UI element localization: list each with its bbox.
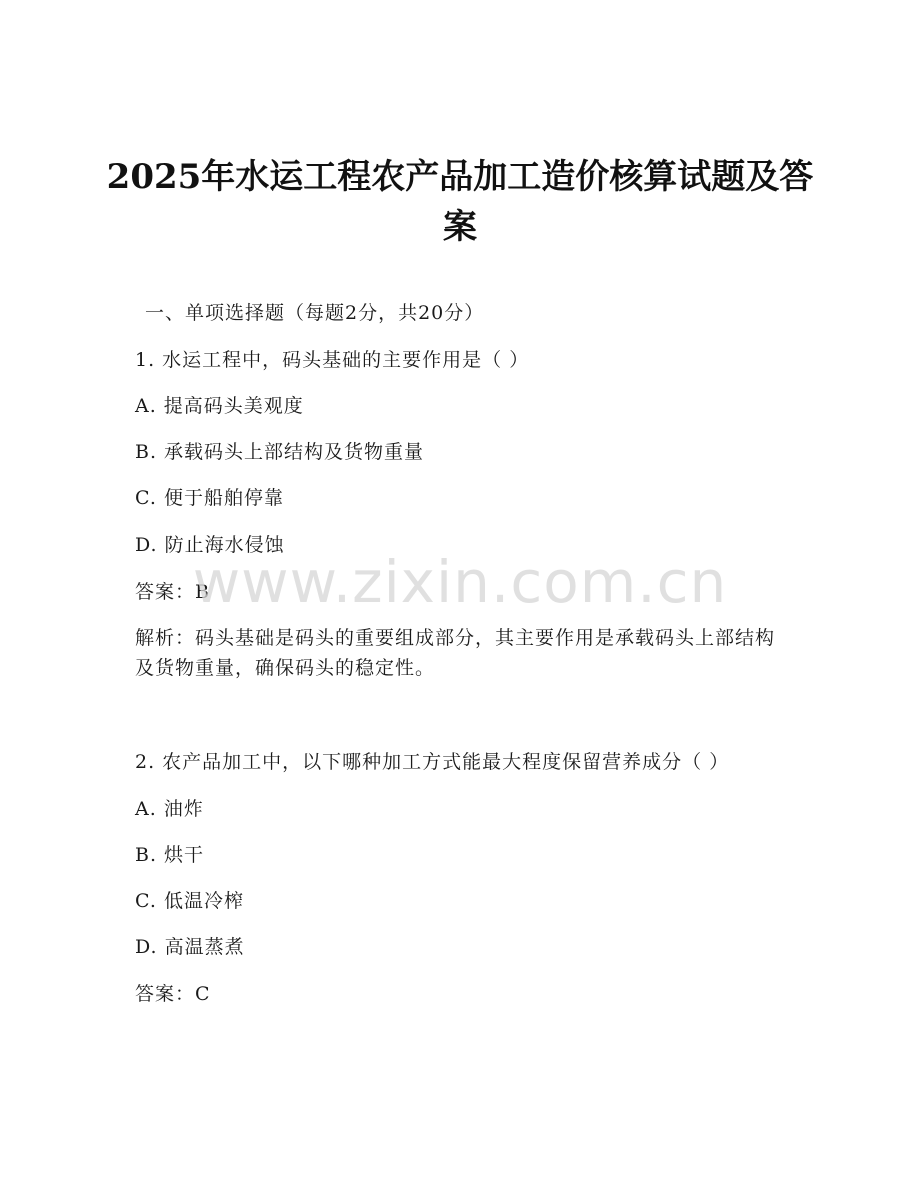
question-1-answer: 答案：B bbox=[135, 581, 210, 603]
watermark: www.zixin.com.cn bbox=[192, 548, 728, 616]
question-2-answer: 答案：C bbox=[135, 983, 211, 1005]
question-2-option-b: B. 烘干 bbox=[135, 844, 205, 866]
question-2-option-d: D. 高温蒸煮 bbox=[135, 936, 245, 958]
document-title: 2025年水运工程农产品加工造价核算试题及答案 bbox=[106, 157, 814, 247]
question-2-stem: 2. 农产品加工中，以下哪种加工方式能最大程度保留营养成分（ ） bbox=[135, 751, 730, 773]
question-1-option-a: A. 提高码头美观度 bbox=[135, 395, 304, 417]
question-2-option-a: A. 油炸 bbox=[135, 798, 204, 820]
question-1-analysis: 解析：码头基础是码头的重要组成部分，其主要作用是承载码头上部结构及货物重量，确保码头的稳定性。 bbox=[135, 627, 776, 679]
question-1-option-d: D. 防止海水侵蚀 bbox=[135, 534, 285, 556]
section-heading: 一、单项选择题（每题2分，共20分） bbox=[145, 302, 485, 324]
question-1-stem: 1. 水运工程中，码头基础的主要作用是（ ） bbox=[135, 349, 530, 371]
question-2-option-c: C. 低温冷榨 bbox=[135, 890, 244, 912]
question-1-option-c: C. 便于船舶停靠 bbox=[135, 487, 284, 509]
question-1-option-b: B. 承载码头上部结构及货物重量 bbox=[135, 441, 425, 463]
